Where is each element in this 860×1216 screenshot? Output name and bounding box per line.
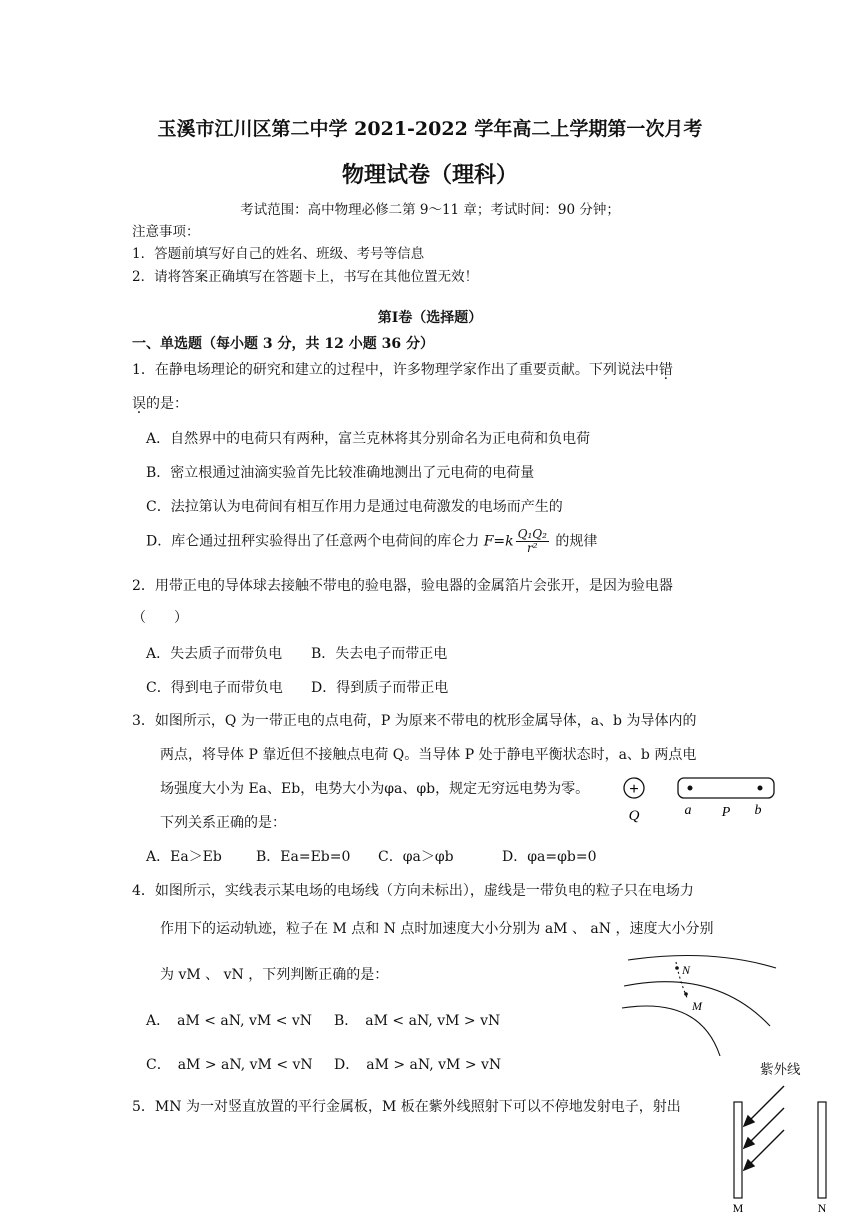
q1-option-c: C．法拉第认为电荷间有相互作用力是通过电荷激发的电场而产生的 <box>146 499 563 515</box>
question-3-line-2: 两点，将导体 P 靠近但不接触点电荷 Q。当导体 P 处于静电平衡状态时，a、b 两点电 <box>160 747 697 763</box>
field-line <box>622 1006 720 1056</box>
question-3-line-4: 下列关系正确的是： <box>160 815 286 831</box>
q4-figure <box>620 948 780 1058</box>
q2-option-a: A．失去质子而带负电 <box>146 646 283 662</box>
question-4-line-3: 为 vM 、 vN ，下列判断正确的是： <box>160 967 389 983</box>
section-title: 一、单选题（每小题 3 分，共 12 小题 36 分） <box>132 336 434 352</box>
coulomb-formula-fraction: $\frac{\text{Q₁Q₂}}{\text{r²}}$ <box>517 527 547 555</box>
q3-option-a: A．Ea＞Eb <box>146 849 222 865</box>
note-item: 2．请将答案正确填写在答题卡上，书写在其他位置无效！ <box>132 269 479 285</box>
question-2-stem: 2．用带正电的导体球去接触不带电的验电器，验电器的金属箔片会张开，是因为验电器 <box>132 578 673 594</box>
label-plate-m: M <box>732 1201 744 1215</box>
q3-option-b: B．Ea=Eb=0 <box>256 849 351 865</box>
q4-option-a: A． aM < aN, vM < vN <box>146 1013 313 1029</box>
point-b <box>758 786 763 791</box>
q3-option-d: D．φa=φb=0 <box>502 849 597 865</box>
exam-subtitle: 物理试卷（理科） <box>341 162 518 188</box>
q1-option-d: D．库仑通过扭秤实验得出了任意两个电荷间的库仑力 F=k $\frac{\text{Q₁Q₂}}{\text{r²}}$ 的规律 <box>146 527 598 555</box>
q5-figure <box>720 1080 840 1216</box>
q4-option-d: D． aM > aN, vM > vN <box>334 1057 502 1073</box>
q2-option-c: C．得到电子而带负电 <box>146 680 283 696</box>
plate-m <box>734 1102 742 1198</box>
label-n: N <box>682 963 691 977</box>
plate-n <box>818 1102 826 1198</box>
label-p: P <box>721 805 731 820</box>
point-m <box>684 992 688 996</box>
point-n <box>675 966 679 970</box>
q3-option-c: C．φa＞φb <box>378 849 454 865</box>
exam-title: 玉溪市江川区第二中学 2021-2022 学年高二上学期第一次月考 <box>157 118 703 140</box>
label-m: M <box>692 999 702 1013</box>
question-4-line-2: 作用下的运动轨迹，粒子在 M 点和 N 点时加速度大小分别为 aM 、 aN ，速度大小分别 <box>160 921 714 937</box>
uv-label: 紫外线 <box>760 1062 801 1078</box>
question-5-line-1: 5．MN 为一对竖直放置的平行金属板，M 板在紫外线照射下可以不停地发射电子，射出 <box>132 1099 681 1115</box>
question-3-line-1: 3．如图所示，Q 为一带正电的点电荷，P 为原来不带电的枕形金属导体，a、b 为导体内的 <box>132 713 697 729</box>
question-4-line-1: 4．如图所示，实线表示某电场的电场线（方向未标出），虚线是一带负电的粒子只在电场力 <box>132 883 694 899</box>
q2-option-b: B．失去电子而带正电 <box>311 646 448 662</box>
label-b: b <box>754 803 762 818</box>
question-1-stem-cont: 误的是： <box>132 396 188 412</box>
question-2-paren: （ ） <box>132 610 188 626</box>
q4-option-c: C． aM > aN, vM < vN <box>146 1057 313 1073</box>
notes-heading: 注意事项： <box>132 224 200 240</box>
q4-option-b: B． aM < aN, vM > vN <box>334 1013 501 1029</box>
q1-option-b: B．密立根通过油滴实验首先比较准确地测出了元电荷的电荷量 <box>146 465 535 481</box>
exam-info: 考试范围：高中物理必修二第 9～11 章；考试时间：90 分钟； <box>240 202 620 218</box>
label-a: a <box>684 803 692 818</box>
uv-arrow-icon <box>744 1086 784 1170</box>
label-q: Q <box>628 808 640 824</box>
plus-sign: + <box>629 781 639 798</box>
note-item: 1．答题前填写好自己的姓名、班级、考号等信息 <box>132 246 425 262</box>
q2-option-d: D．得到质子而带正电 <box>311 680 449 696</box>
point-a <box>688 786 693 791</box>
q3-figure <box>610 768 790 828</box>
question-1-stem: 1．在静电场理论的研究和建立的过程中，许多物理学家作出了重要贡献。下列说法中错 <box>132 362 673 378</box>
question-3-line-3: 场强度大小为 Ea、Eb，电势大小为φa、φb，规定无穷远电势为零。 <box>160 781 590 797</box>
q1-option-a: A．自然界中的电荷只有两种，富兰克林将其分别命名为正电荷和负电荷 <box>146 431 591 447</box>
part-title: 第Ⅰ卷（选择题） <box>377 310 483 326</box>
field-line <box>628 956 776 969</box>
label-plate-n: N <box>817 1201 827 1215</box>
